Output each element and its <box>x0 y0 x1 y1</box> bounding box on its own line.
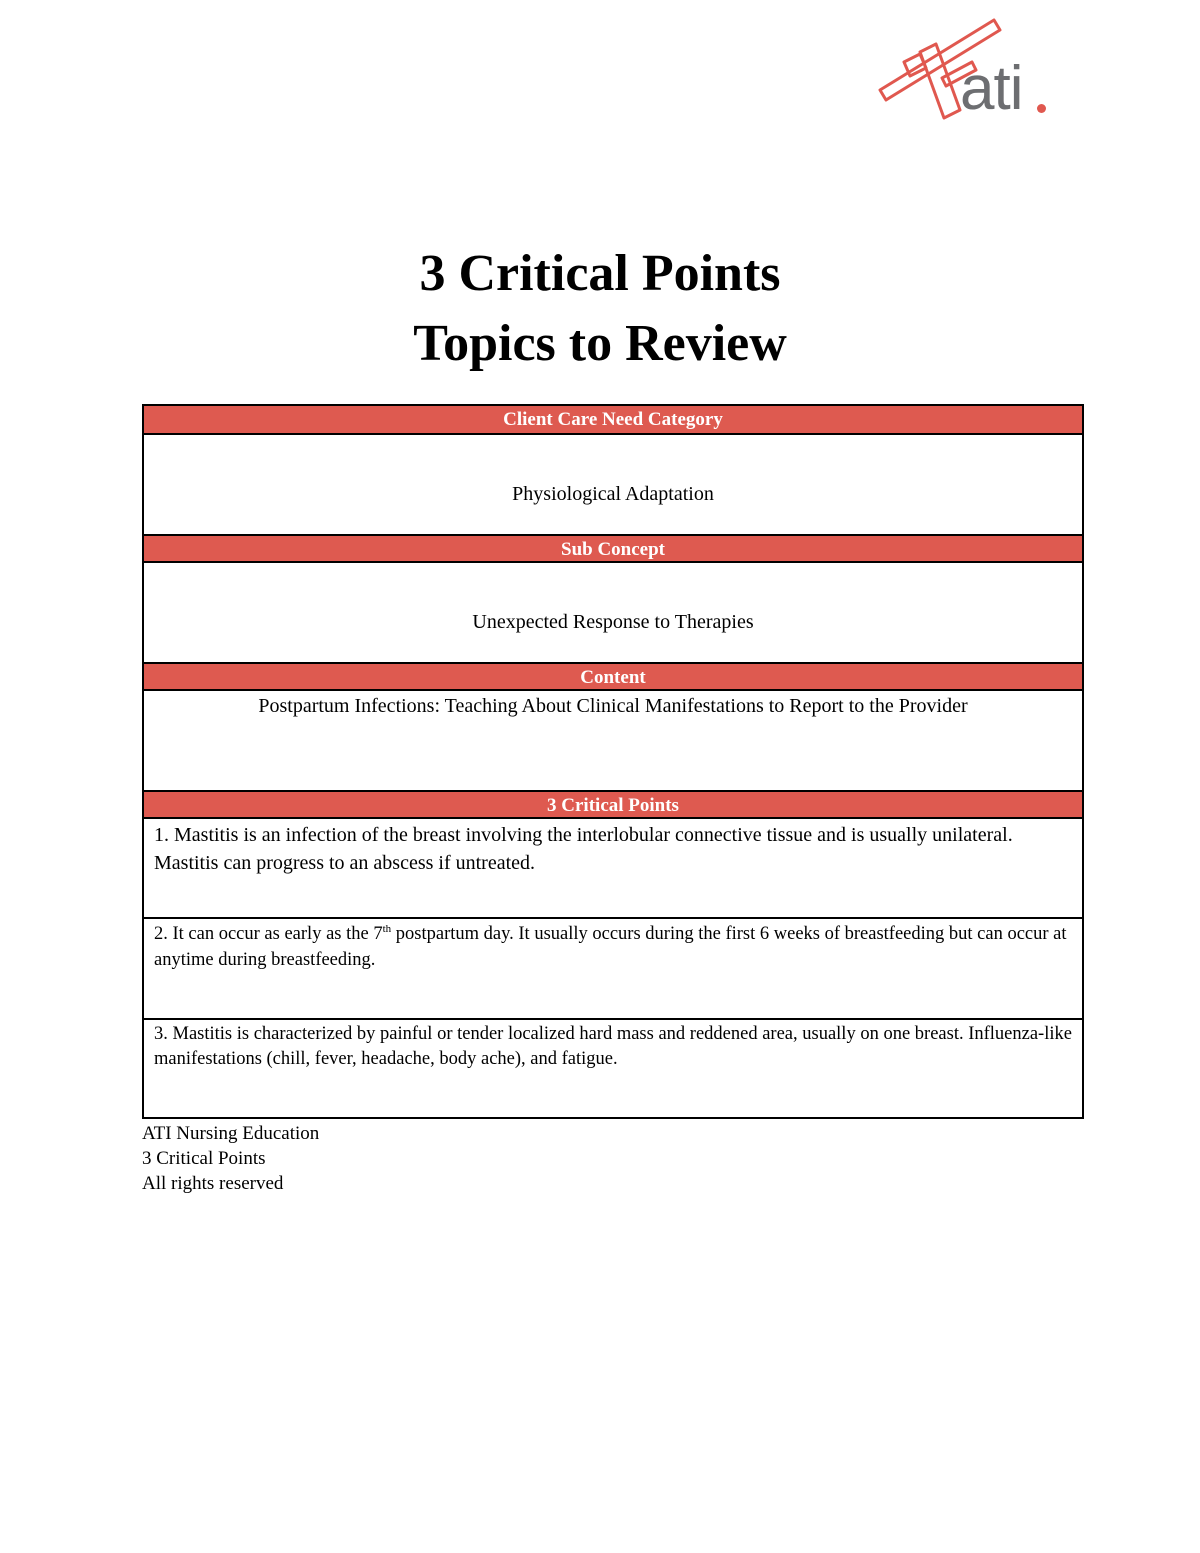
critical-point-3: 3. Mastitis is characterized by painful or tender localized hard mass and reddened area, usually on one breast. Influenza-like manifestations (chill, fever, headache, body ache), and fatigue. <box>144 1018 1082 1117</box>
category-value: Physiological Adaptation <box>144 433 1082 534</box>
page-subtitle: Topics to Review <box>413 315 787 372</box>
footer-doc-name: 3 Critical Points <box>142 1148 266 1169</box>
subconcept-header: Sub Concept <box>144 534 1082 561</box>
footer <box>142 1121 319 1196</box>
footer-org: ATI Nursing Education <box>142 1123 320 1144</box>
content-header: Content <box>144 662 1082 689</box>
logo-dot <box>1037 104 1046 113</box>
content-value: Postpartum Infections: Teaching About Clinical Manifestations to Report to the Provider <box>144 689 1082 790</box>
logo-wordmark: ati <box>960 54 1023 123</box>
subconcept-value: Unexpected Response to Therapies <box>144 561 1082 662</box>
critical-points-header: 3 Critical Points <box>144 790 1082 817</box>
critical-point-1: 1. Mastitis is an infection of the breast involving the interlobular connective tissue and is usually unilateral. Mastitis can progress to an abscess if untreated. <box>144 817 1082 917</box>
critical-points-table <box>142 404 1084 1119</box>
category-header: Client Care Need Category <box>144 406 1082 433</box>
critical-point-2-end: postpartum day. It usually occurs during the first 6 weeks of breastfeeding but can occur at anytime during breastfeeding. <box>154 924 1067 970</box>
critical-point-2-start: 2. It can occur as early as the 7 <box>154 924 383 944</box>
footer-rights: All rights reserved <box>142 1173 284 1194</box>
critical-point-2 <box>144 917 1082 1018</box>
ordinal-suffix: th <box>382 922 392 935</box>
page-title: 3 Critical Points <box>419 245 781 302</box>
